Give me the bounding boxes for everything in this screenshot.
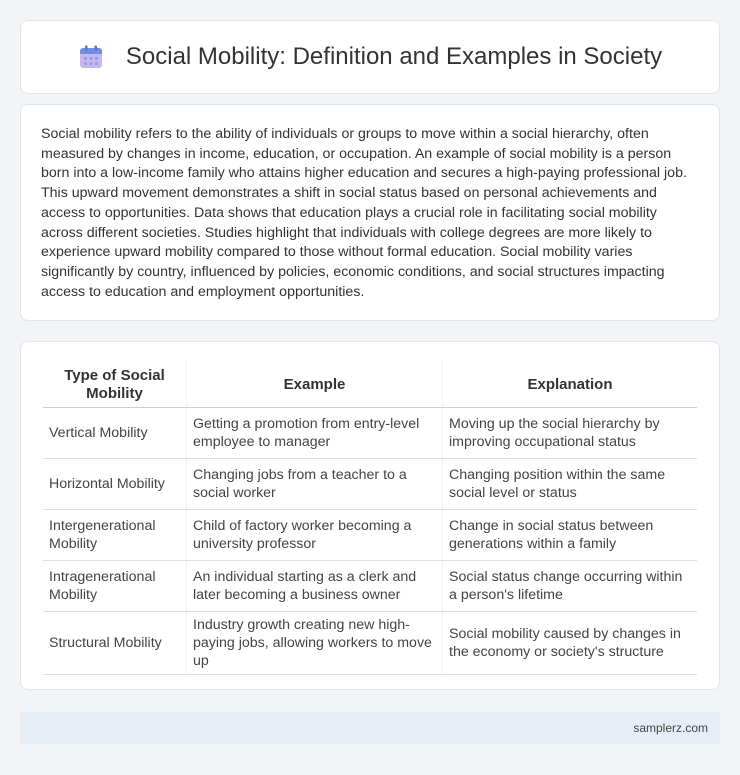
cell-type: Horizontal Mobility [43, 459, 187, 510]
table-row [43, 612, 697, 675]
table-card [20, 341, 720, 690]
cell-explanation: Social mobility caused by changes in the economy or society's structure [443, 612, 697, 675]
cell-explanation: Changing position within the same social level or status [443, 459, 697, 510]
cell-type: Intergenerational Mobility [43, 510, 187, 561]
table-header-row [43, 362, 697, 408]
table-row [43, 510, 697, 561]
footer-site-link[interactable]: samplerz.com [633, 721, 708, 735]
cell-explanation: Change in social status between generations within a family [443, 510, 697, 561]
column-header-example: Example [187, 362, 443, 408]
cell-example: An individual starting as a clerk and later becoming a business owner [187, 561, 443, 612]
page-title: Social Mobility: Definition and Examples in Society [125, 43, 663, 70]
calendar-icon [78, 44, 104, 70]
table-row [43, 459, 697, 510]
table-row [43, 408, 697, 459]
intro-paragraph: Social mobility refers to the ability of individuals or groups to move within a social hierarchy, often measured by changes in income, education, or occupation. An example of social mobility is a person born into a low-income family who attains higher education and secures a high-paying professional job. This upward movement demonstrates a shift in social status based on personal achievements and access to opportunities. Data shows that education plays a crucial role in facilitating social mobility across different societies. Studies highlight that individuals with college degrees are more likely to experience upward mobility compared to those without formal education. Social mobility varies significantly by country, influenced by policies, economic conditions, and social structures impacting access to education and employment opportunities. [41, 126, 687, 300]
cell-explanation: Social status change occurring within a person's lifetime [443, 561, 697, 612]
title-card [20, 20, 720, 94]
cell-example: Child of factory worker becoming a university professor [187, 510, 443, 561]
cell-example: Changing jobs from a teacher to a social worker [187, 459, 443, 510]
cell-explanation: Moving up the social hierarchy by improving occupational status [443, 408, 697, 459]
cell-type: Structural Mobility [43, 612, 187, 675]
mobility-table [43, 362, 697, 675]
cell-example: Getting a promotion from entry-level employee to manager [187, 408, 443, 459]
cell-type: Vertical Mobility [43, 408, 187, 459]
cell-example: Industry growth creating new high-paying jobs, allowing workers to move up [187, 612, 443, 675]
column-header-type: Type of Social Mobility [43, 362, 187, 408]
cell-type: Intragenerational Mobility [43, 561, 187, 612]
column-header-explanation: Explanation [443, 362, 697, 408]
footer-bar [20, 712, 720, 744]
intro-card [20, 104, 720, 321]
table-row [43, 561, 697, 612]
